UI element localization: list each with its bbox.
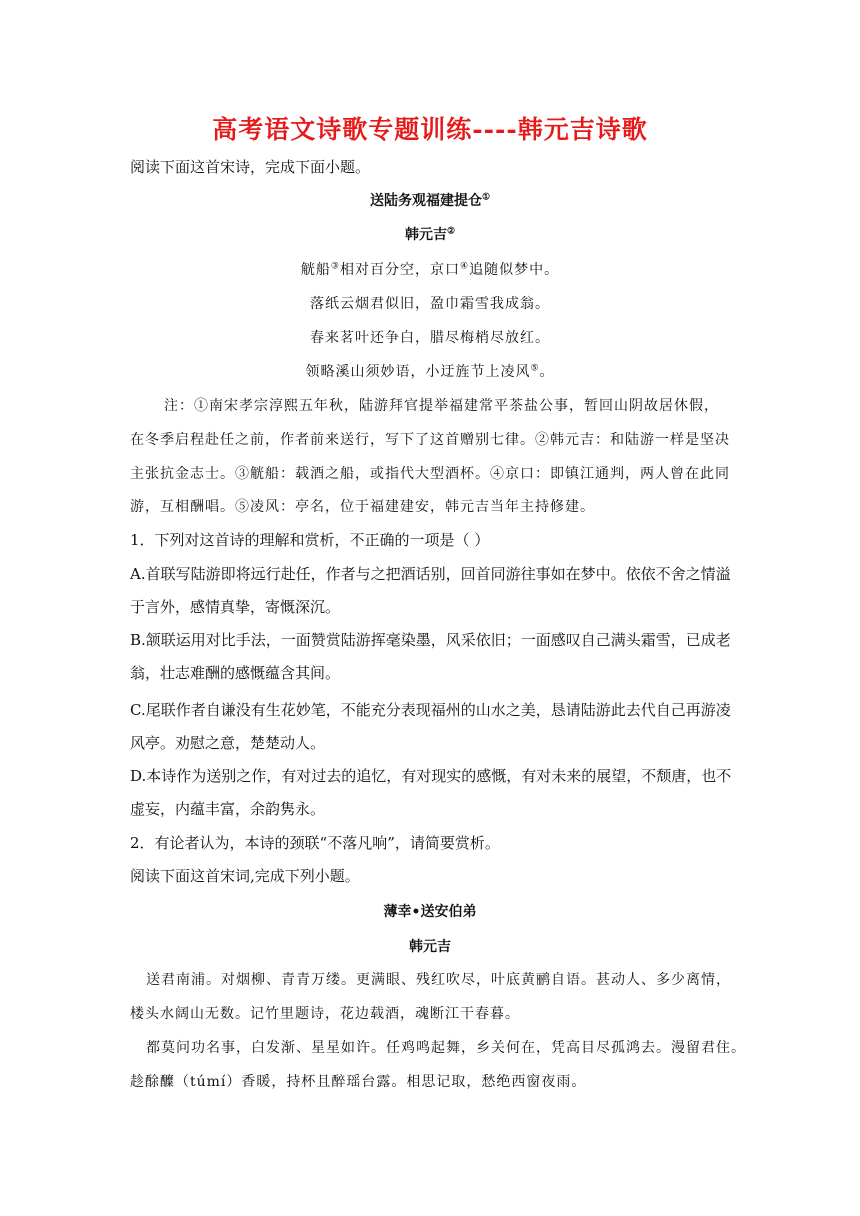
option-b-line-2: 翁，壮志难酬的感慨蕴含其间。: [130, 664, 341, 682]
poem2-author: 韩元吉: [409, 939, 451, 955]
poem2-line-3: 都莫问功名事，白发渐、星星如许。任鸡鸣起舞，乡关何在，凭高目尽孤鸿去。漫留君住。: [146, 1040, 746, 1056]
instruction-2: 阅读下面这首宋词,完成下列小题。: [130, 867, 360, 885]
option-c-line-1: C.尾联作者自谦没有生花妙笔，不能充分表现福州的山水之美，恳请陆游此去代自己再游凌: [130, 701, 731, 719]
note-line-3: 主张抗金志士。③觥船：载酒之船，或指代大型酒杯。④京口：即镇江通判，两人曾在此同: [130, 466, 730, 482]
poem1-title: [0, 191, 860, 211]
option-a-line-2: 于言外，感情真挚，寄慨深沉。: [130, 598, 341, 616]
poem1-title-text: 送陆务观福建提仓: [369, 193, 482, 209]
question-1: 1．下列对这首诗的理解和赏析，不正确的一项是（ ）: [130, 531, 490, 549]
poem-text: 追随似梦中。: [469, 262, 560, 278]
poem2-line-1: 送君南浦。对烟柳、青青万缕。更满眼、残红吹尽，叶底黄鹂自语。甚动人、多少离情，: [146, 972, 731, 988]
option-d-line-1: D.本诗作为送别之作，有对过去的追忆，有对现实的感慨，有对未来的展望，不颓唐，也不: [130, 767, 732, 785]
note-line-1: 注：①南宋孝宗淳熙五年秋，陆游拜官提举福建常平茶盐公事，暂回山阴故居休假，: [164, 398, 719, 414]
footnote-marker: ③: [330, 261, 340, 272]
option-c-line-2: 风亭。劝慰之意，楚楚动人。: [130, 734, 326, 752]
document-title: 高考语文诗歌专题训练----韩元吉诗歌: [212, 115, 648, 144]
poem-text: 觥船: [300, 262, 331, 278]
poem1-line-3: 春来茗叶还争白，腊尽梅梢尽放红。: [310, 330, 550, 346]
poem-text: 。: [539, 364, 555, 380]
poem1-line-1: [0, 260, 860, 280]
poem1-author: [0, 225, 860, 245]
option-a-line-1: A.首联写陆游即将远行赴任，作者与之把酒话别，回首同游往事如在梦中。依依不舍之情溢: [130, 565, 731, 583]
poem1-author-text: 韩元吉: [404, 227, 447, 243]
note-line-2: 在冬季启程赴任之前，作者前来送行，写下了这首赠别七律。②韩元吉：和陆游一样是坚决: [130, 432, 730, 448]
poem2-line-4: 趁酴醾（túmí）香暖，持杯且醉瑶台露。相思记取，愁绝西窗夜雨。: [130, 1074, 587, 1090]
poem1-line-2: 落纸云烟君似旧，盈巾霜雪我成翁。: [310, 296, 550, 312]
option-d-line-2: 虚妄，内蕴丰富，余韵隽永。: [130, 800, 326, 818]
poem1-line-4: [0, 362, 860, 382]
footnote-marker: ②: [446, 226, 456, 237]
poem-text: 领略溪山须妙语，小迂旌节上凌风: [305, 364, 531, 380]
poem-text: 相对百分空，京口: [340, 262, 460, 278]
option-b-line-1: B.颔联运用对比手法，一面赞赏陆游挥毫染墨，风采依旧；一面感叹自己满头霜雪，已成老: [130, 631, 731, 649]
poem2-line-2: 楼头水阔山无数。记竹里题诗，花边载酒，魂断江干春暮。: [130, 1006, 520, 1022]
footnote-marker: ⑤: [530, 363, 540, 374]
instruction-1: 阅读下面这首宋诗，完成下面小题。: [130, 158, 371, 176]
question-2: 2．有论者认为，本诗的颈联“不落凡响”，请简要赏析。: [130, 834, 500, 852]
footnote-marker: ④: [460, 261, 470, 272]
note-line-4: 游，互相酬唱。⑤凌风：亭名，位于福建建安，韩元吉当年主持修建。: [130, 499, 595, 515]
poem2-title: 薄幸•送安伯弟: [383, 904, 477, 920]
footnote-marker: ①: [481, 192, 491, 203]
